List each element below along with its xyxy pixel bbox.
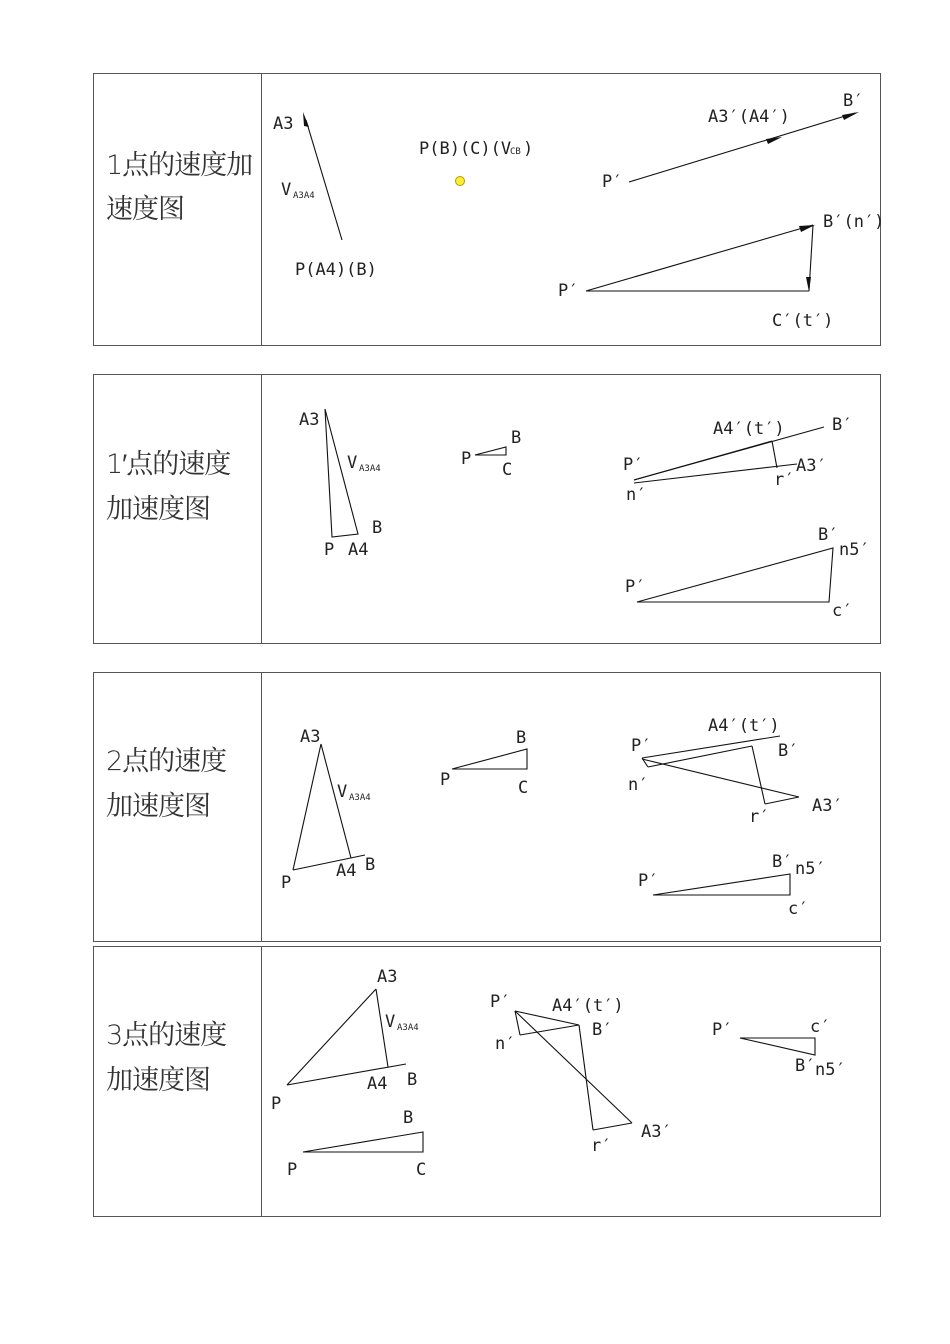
label-v: V (281, 180, 292, 200)
label-v-sub: A3A4 (397, 1023, 419, 1033)
panel-title-line2: 速度图 (106, 194, 184, 225)
panel-title-line1: 1′点的速度 (106, 449, 231, 480)
velocity-acceleration-diagram (262, 673, 880, 941)
accel-triangle (653, 874, 790, 895)
label-ct: C′(t′) (772, 311, 834, 331)
label-c-small: C (502, 460, 513, 480)
panel-title-line2: 加速度图 (106, 791, 210, 822)
label-b2: B′ (772, 852, 793, 872)
label-b2: B′ (818, 525, 839, 545)
panel-point-3 (93, 946, 881, 1217)
label-b: B (372, 518, 383, 538)
velocity-triangle-edge (293, 744, 321, 870)
velocity-triangle-edge (287, 989, 376, 1085)
label-pbc-sub: CB (510, 147, 521, 157)
panel-point-1-prime (93, 374, 881, 644)
label-a4: A4 (348, 540, 369, 560)
label-b1: B′ (832, 415, 853, 435)
panel-title-line1: 2点的速度 (106, 746, 227, 777)
panel-label-cell (94, 673, 262, 941)
diagram-canvas (262, 673, 882, 943)
accel-line (579, 1025, 593, 1130)
label-v: V (385, 1012, 396, 1032)
label-c2: c′ (788, 899, 809, 919)
label-a4: A4 (367, 1074, 388, 1094)
label-pbc-close: ) (523, 139, 534, 159)
panel-title-line2: 加速度图 (106, 1065, 210, 1096)
accel-line (520, 1025, 579, 1035)
label-n1: n′ (626, 485, 647, 505)
label-b1: B′ (592, 1020, 613, 1040)
accel-line (593, 1123, 632, 1130)
arrowhead (806, 277, 811, 292)
accel-line (752, 746, 765, 804)
label-a3: A3 (377, 967, 398, 987)
label-b1: B′ (843, 91, 864, 111)
label-b2: B′ (795, 1056, 816, 1076)
label-c-small: C (518, 778, 529, 798)
label-a3: A3 (299, 410, 320, 430)
panel-title-line2: 加速度图 (106, 494, 210, 525)
label-p: P (271, 1094, 282, 1114)
label-a4t: A4′(t′) (708, 716, 780, 736)
label-p2: P′ (638, 871, 659, 891)
label-n1: n′ (628, 775, 649, 795)
panel-title-line1: 3点的速度 (106, 1020, 227, 1051)
label-c2: c′ (810, 1017, 831, 1037)
label-a3: A3 (300, 727, 321, 747)
label-v: V (347, 453, 358, 473)
accel-triangle (740, 1038, 815, 1055)
coincident-point-marker (456, 177, 465, 186)
velocity-triangle (325, 409, 358, 537)
accel-triangle-edge (586, 225, 813, 291)
label-pbc: P(B)(C)(V (419, 139, 512, 159)
panel-title-line1: 1点的速度加 (106, 150, 253, 181)
label-p-a4-b: P(A4)(B) (295, 260, 377, 280)
label-b-small: B (516, 728, 527, 748)
label-bn: B′(n′) (823, 212, 885, 232)
label-p2: P′ (558, 281, 579, 301)
velocity-acceleration-diagram (262, 375, 880, 643)
diagram-canvas (262, 74, 885, 347)
small-velocity-triangle (303, 1132, 423, 1152)
panel-label-cell (94, 947, 262, 1216)
label-p1: P′ (602, 172, 623, 192)
label-p-small: P (287, 1160, 298, 1180)
label-b-small: B (511, 428, 522, 448)
label-v-sub: A3A4 (359, 464, 381, 474)
label-b: B (407, 1070, 418, 1090)
velocity-vector-line (306, 120, 342, 240)
arrowhead (766, 137, 782, 144)
label-a3a4: A3′(A4′) (708, 107, 790, 127)
label-a3: A3 (273, 114, 294, 134)
accel-line (634, 441, 772, 480)
label-n5: n5′ (815, 1060, 846, 1080)
label-n5: n5′ (795, 859, 826, 879)
label-a4t: A4′(t′) (552, 996, 624, 1016)
velocity-triangle-edge (287, 1064, 406, 1085)
label-a4t: A4′(t′) (713, 419, 785, 439)
label-p-small: P (461, 449, 472, 469)
label-p1: P′ (631, 736, 652, 756)
label-b1: B′ (778, 741, 799, 761)
velocity-acceleration-diagram (262, 947, 880, 1216)
arrowhead (303, 112, 309, 127)
label-b: B (365, 855, 376, 875)
accel-line (765, 797, 799, 804)
diagram-canvas (262, 375, 882, 645)
label-v-sub: A3A4 (293, 191, 315, 201)
arrowhead (842, 112, 859, 120)
label-n5: n5′ (839, 540, 870, 560)
panel-point-1 (93, 73, 885, 346)
label-c-small: C (416, 1160, 427, 1180)
velocity-acceleration-diagram (262, 74, 885, 345)
label-r1: r′ (591, 1136, 612, 1156)
label-p: P (324, 540, 335, 560)
panel-point-2 (93, 672, 881, 942)
panel-label-cell (94, 74, 262, 345)
label-p: P (281, 873, 292, 893)
small-velocity-triangle (452, 749, 527, 769)
label-b-small: B (403, 1108, 414, 1128)
label-p2: P′ (712, 1020, 733, 1040)
label-a3p: A3′ (796, 456, 827, 476)
label-r1: r′ (749, 807, 770, 827)
panel-label-cell (94, 375, 262, 643)
label-v: V (337, 782, 348, 802)
label-p-small: P (440, 770, 451, 790)
label-a3p: A3′ (812, 796, 843, 816)
accel-line (772, 441, 777, 468)
label-v-sub: A3A4 (349, 793, 371, 803)
label-a4: A4 (336, 861, 357, 881)
label-p1: P′ (490, 992, 511, 1012)
label-c2: c′ (832, 601, 853, 621)
label-a3p: A3′ (641, 1122, 672, 1142)
accel-line (642, 759, 799, 797)
small-velocity-triangle (475, 447, 506, 455)
label-r1: r′ (774, 470, 795, 490)
label-p2: P′ (625, 577, 646, 597)
accel-line (515, 1011, 632, 1123)
accel-triangle (637, 548, 833, 602)
label-p1: P′ (623, 455, 644, 475)
label-n1: n′ (495, 1034, 516, 1054)
diagram-canvas (262, 947, 882, 1218)
